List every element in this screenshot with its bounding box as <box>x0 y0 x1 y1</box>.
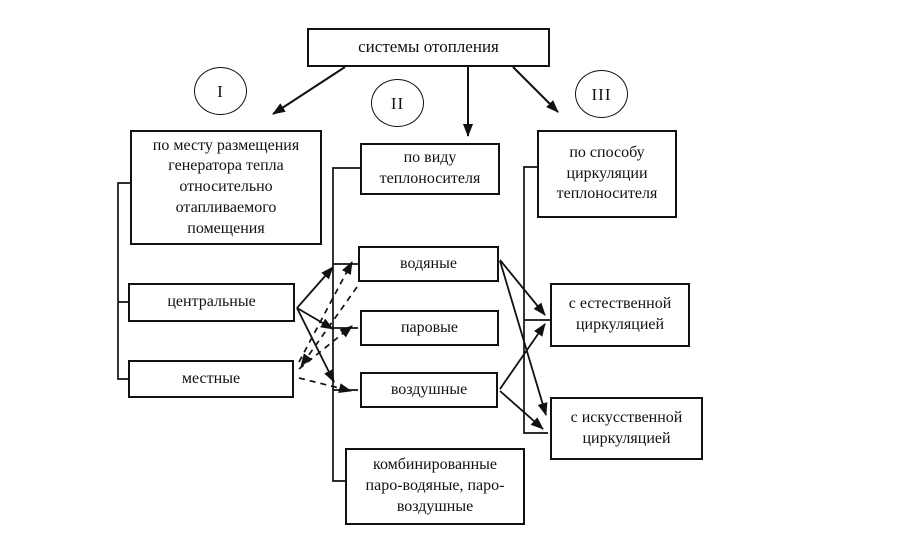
node-circulation-header <box>537 130 677 218</box>
arrow-central-to-water <box>297 267 333 308</box>
forced-circulation-label: с искусственной циркуляцией <box>570 408 683 447</box>
marker-label-2: II <box>390 93 405 113</box>
node-natural-circulation <box>550 283 690 347</box>
node-carrier-header <box>360 143 500 195</box>
node-air <box>360 372 498 408</box>
arrow-water-to-natural <box>500 260 545 315</box>
node-placement-header <box>130 130 322 245</box>
steam-label: паровые <box>400 318 459 336</box>
arrow-local-to-air <box>299 378 351 391</box>
bracket-left-branch <box>118 183 130 379</box>
arrow-air-to-forced <box>500 391 543 429</box>
node-forced-circulation <box>550 397 703 460</box>
arrow-water-to-forced <box>500 261 546 415</box>
node-local <box>128 360 294 398</box>
arrow-title-to-left-header <box>273 67 345 114</box>
node-combined <box>345 448 525 525</box>
title-label: системы отопления <box>358 37 499 57</box>
water-label: водяные <box>400 254 457 272</box>
carrier-header-label: по виду теплоносителя <box>379 149 481 187</box>
node-central <box>128 283 295 322</box>
bracket-middle-branch <box>333 168 360 481</box>
local-label: местные <box>181 369 241 387</box>
node-water <box>358 246 499 282</box>
combined-label: комбинированные паро-водяные, паро-воздушные <box>365 456 505 515</box>
circulation-header-label: по способу циркуляции теплоносителя <box>556 143 658 203</box>
placement-header-label: по месту размещения генератора тепла относительно отапливаемого помещения <box>152 136 300 237</box>
marker-label-3: III <box>591 84 612 104</box>
marker-circle-3 <box>575 70 628 118</box>
marker-circle-1 <box>194 67 247 115</box>
arrow-title-to-right-header <box>513 67 558 112</box>
marker-circle-2 <box>371 79 424 127</box>
arrow-water-to-local <box>301 287 357 366</box>
title-box <box>307 28 550 67</box>
central-label: центральные <box>167 293 256 311</box>
natural-circulation-label: с естественной циркуляцией <box>568 295 672 333</box>
air-label: воздушные <box>390 380 468 398</box>
marker-label-1: I <box>217 81 224 101</box>
node-steam <box>360 310 499 346</box>
